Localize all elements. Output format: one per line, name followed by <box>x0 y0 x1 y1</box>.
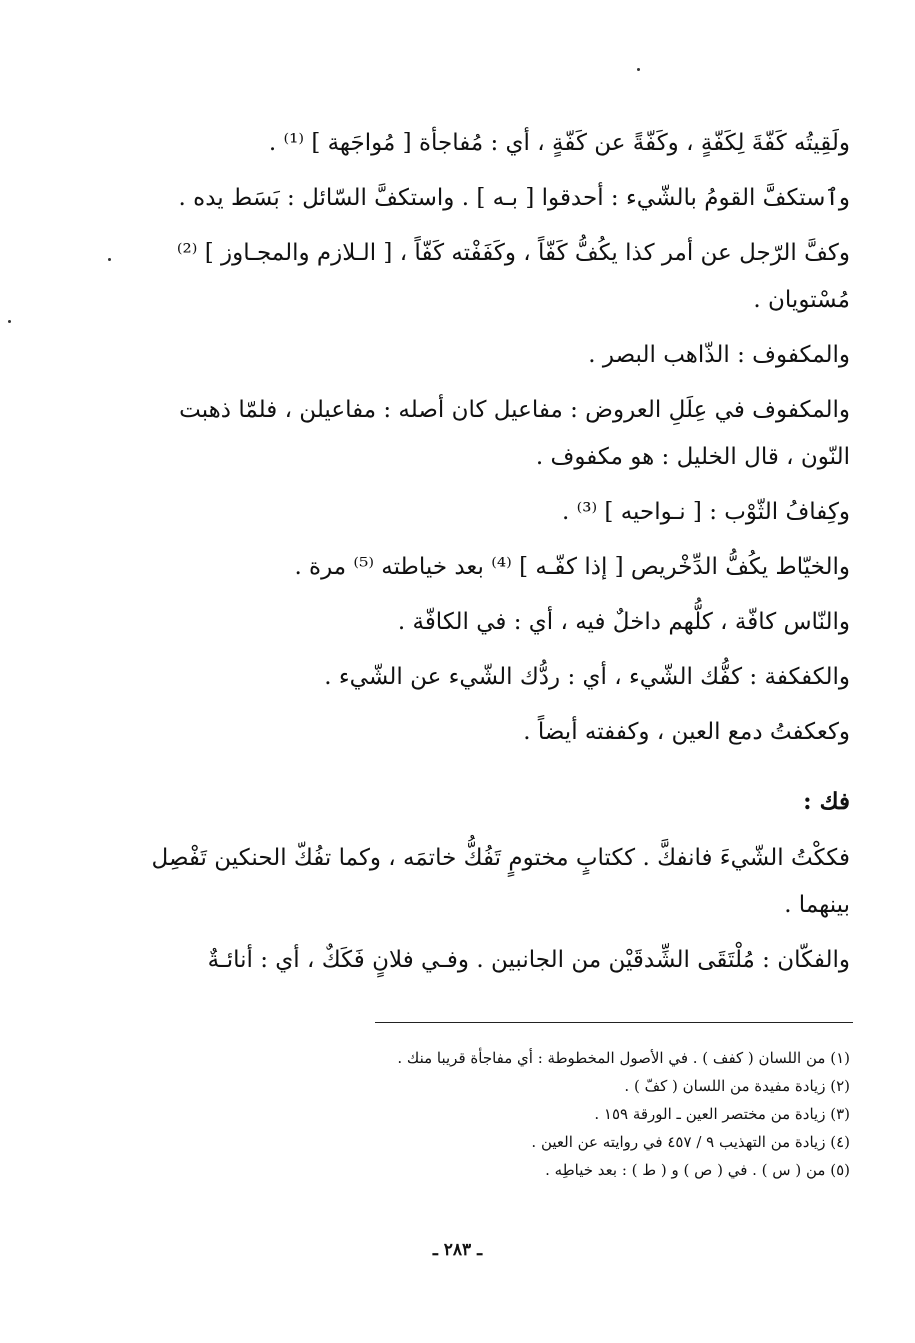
paragraph: وكفَّ الرّجل عن أمر كذا يكُفُّ كَفّاً ، وكَفَفْته كَفّاً ، [ الـلازم والمجـاوز ] ⁽²⁾ مُسْتويان . <box>176 240 850 313</box>
page-speck <box>8 320 11 323</box>
paragraph: والمكفوف في عِلَلِ العروض : مفاعيل كان أصله : مفاعيلن ، فلمّا ذهبت النّون ، قال الخليل : هو مكفوف . <box>179 397 850 470</box>
footnote: (٥) من ( س ) . في ( ص ) و ( ط ) : بعد خياطِه . <box>545 1161 850 1179</box>
paragraph: ولَقِيتُه كَفّةَ لِكَفّةٍ ، وكَفّةً عن كَفّةٍ ، أي : مُفاجأة [ مُواجَهة ] ⁽¹⁾ . <box>268 130 850 156</box>
paragraph: والخيّاط يكُفُّ الدِّخْريص [ إذا كفّـه ] ⁽⁴⁾ بعد خياطته ⁽⁵⁾ مرة . <box>294 554 850 580</box>
footnote-divider <box>375 1022 853 1023</box>
page-speck <box>637 68 640 71</box>
paragraph: وكِفافُ الثّوْب : [ نـواحيه ] ⁽³⁾ . <box>561 499 850 525</box>
paragraph: والكفكفة : كفُّك الشّيء ، أي : ردُّك الشّيء عن الشّيء . <box>324 664 850 690</box>
page-number: ـ ٢٨٣ ـ <box>432 1240 483 1260</box>
paragraph: فككْتُ الشّيءَ فانفكَّ . ككتابٍ مختومٍ تَفُكُّ خاتمَه ، وكما تفُكّ الحنكين تَفْصِل بينهما . <box>151 845 850 918</box>
paragraph: وٱستكفَّ القومُ بالشّيء : أحدقوا [ بـه ] . واستكفَّ السّائل : بَسَط يده . <box>178 185 850 211</box>
footnote: (٤) زيادة من التهذيب ٩ / ٤٥٧ في روايته عن العين . <box>531 1133 850 1151</box>
footnotes <box>150 1044 850 1184</box>
footnote: (١) من اللسان ( كفف ) . في الأصول المخطوطة : أي مفاجأة قريبا منك . <box>397 1049 850 1067</box>
paragraph: والفكّان : مُلْتَقَى الشِّدقَيْن من الجانبين . وفـي فلانٍ فَكَكٌ ، أي : أنائـةٌ <box>207 947 850 973</box>
footnote: (٢) زيادة مفيدة من اللسان ( كفّ ) . <box>624 1077 850 1095</box>
footnote: (٣) زيادة من مختصر العين ـ الورقة ١٥٩ . <box>594 1105 850 1123</box>
entry-heading: فك : <box>803 788 850 815</box>
paragraph: وكعكفتُ دمع العين ، وكففته أيضاً . <box>523 719 850 745</box>
paragraph: والمكفوف : الذّاهب البصر . <box>588 342 850 368</box>
page-speck <box>108 258 111 261</box>
main-text <box>140 120 850 992</box>
paragraph: والنّاس كافّة ، كلُّهم داخلٌ فيه ، أي : في الكافّة . <box>397 609 850 635</box>
